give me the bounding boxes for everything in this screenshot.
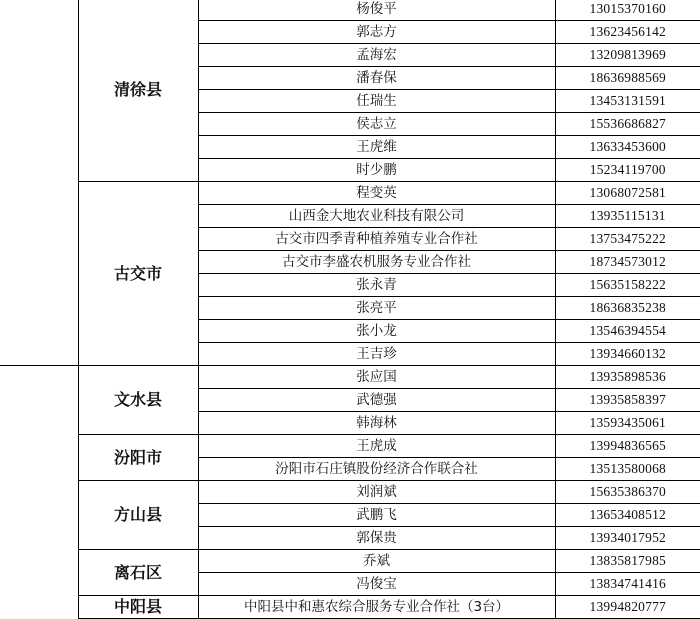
name-cell: 程变英 [198, 182, 555, 205]
phone-cell: 13994820777 [555, 596, 700, 619]
name-cell: 张永青 [198, 274, 555, 297]
city-cell [0, 297, 78, 320]
name-cell: 张小龙 [198, 320, 555, 343]
name-cell: 汾阳市石庄镇股份经济合作联合社 [198, 458, 555, 481]
name-cell: 刘润斌 [198, 481, 555, 504]
name-cell: 任瑞生 [198, 90, 555, 113]
name-cell: 张亮平 [198, 297, 555, 320]
city-cell [0, 228, 78, 251]
phone-cell: 13935898536 [555, 366, 700, 389]
city-cell [0, 159, 78, 182]
phone-cell: 13834741416 [555, 573, 700, 596]
phone-cell: 15536686827 [555, 113, 700, 136]
table-row [0, 481, 700, 504]
phone-cell: 13935858397 [555, 389, 700, 412]
table-row [0, 182, 700, 205]
city-cell [0, 44, 78, 67]
city-cell [0, 182, 78, 205]
county-cell: 方山县 [78, 481, 198, 550]
name-cell: 时少鹏 [198, 159, 555, 182]
city-cell [0, 504, 78, 527]
phone-cell: 18636988569 [555, 67, 700, 90]
name-cell: 王虎成 [198, 435, 555, 458]
phone-cell: 13453131591 [555, 90, 700, 113]
table-row [0, 596, 700, 619]
name-cell: 潘春保 [198, 67, 555, 90]
city-cell [0, 320, 78, 343]
phone-cell: 13633453600 [555, 136, 700, 159]
phone-cell: 13934660132 [555, 343, 700, 366]
city-cell [0, 481, 78, 504]
name-cell: 古交市李盛农机服务专业合作社 [198, 251, 555, 274]
city-cell [0, 458, 78, 481]
name-cell: 张应国 [198, 366, 555, 389]
city-cell [0, 90, 78, 113]
city-cell [0, 251, 78, 274]
county-cell: 中阳县 [78, 596, 198, 619]
phone-cell: 13593435061 [555, 412, 700, 435]
phone-cell: 13835817985 [555, 550, 700, 573]
phone-cell: 15635158222 [555, 274, 700, 297]
name-cell: 孟海宏 [198, 44, 555, 67]
city-cell [0, 389, 78, 412]
name-cell: 郭保贵 [198, 527, 555, 550]
name-cell: 郭志方 [198, 21, 555, 44]
city-cell [0, 435, 78, 458]
city-cell [0, 573, 78, 596]
county-cell: 汾阳市 [78, 435, 198, 481]
table-row [0, 435, 700, 458]
name-cell: 古交市四季青种植养殖专业合作社 [198, 228, 555, 251]
phone-cell: 13546394554 [555, 320, 700, 343]
phone-cell: 13209813969 [555, 44, 700, 67]
phone-cell: 18734573012 [555, 251, 700, 274]
city-cell [0, 21, 78, 44]
county-cell: 离石区 [78, 550, 198, 596]
city-cell [0, 366, 78, 389]
city-cell [0, 343, 78, 366]
phone-cell: 13753475222 [555, 228, 700, 251]
city-cell [0, 136, 78, 159]
phone-cell: 13623456142 [555, 21, 700, 44]
name-cell: 武德强 [198, 389, 555, 412]
county-cell: 古交市 [78, 182, 198, 366]
table-row [0, 366, 700, 389]
name-cell: 侯志立 [198, 113, 555, 136]
name-cell: 中阳县中和惠农综合服务专业合作社（3台） [198, 596, 555, 619]
city-cell [0, 596, 78, 619]
city-cell [0, 412, 78, 435]
phone-cell: 13513580068 [555, 458, 700, 481]
phone-cell: 13015370160 [555, 0, 700, 21]
phone-cell: 13994836565 [555, 435, 700, 458]
name-cell: 韩海林 [198, 412, 555, 435]
name-cell: 武鹏飞 [198, 504, 555, 527]
phone-cell: 13653408512 [555, 504, 700, 527]
city-cell [0, 527, 78, 550]
name-cell: 乔斌 [198, 550, 555, 573]
city-cell [0, 67, 78, 90]
city-cell [0, 274, 78, 297]
name-cell: 冯俊宝 [198, 573, 555, 596]
phone-cell: 13935115131 [555, 205, 700, 228]
county-cell: 文水县 [78, 366, 198, 435]
city-cell [0, 205, 78, 228]
phone-cell: 15234119700 [555, 159, 700, 182]
phone-cell: 13934017952 [555, 527, 700, 550]
phone-cell: 13068072581 [555, 182, 700, 205]
table-row [0, 0, 700, 21]
name-cell: 王吉珍 [198, 343, 555, 366]
name-cell: 杨俊平 [198, 0, 555, 21]
county-cell: 清徐县 [78, 0, 198, 182]
name-cell: 山西金大地农业科技有限公司 [198, 205, 555, 228]
table-row [0, 550, 700, 573]
phone-cell: 18636835238 [555, 297, 700, 320]
city-cell [0, 0, 78, 21]
name-cell: 王虎维 [198, 136, 555, 159]
city-cell [0, 113, 78, 136]
phone-cell: 15635386370 [555, 481, 700, 504]
city-cell [0, 550, 78, 573]
